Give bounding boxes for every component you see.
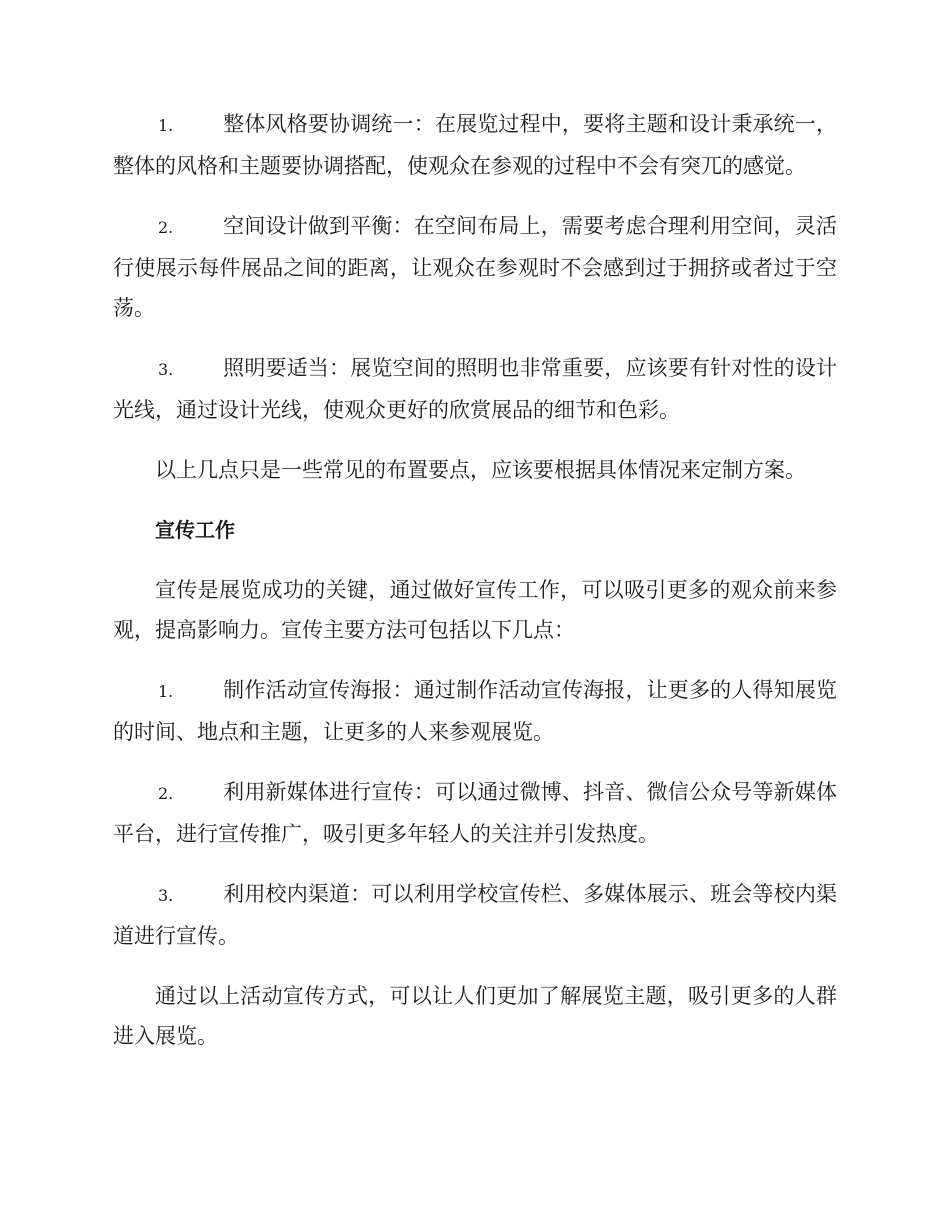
list-item-text: 制作活动宣传海报：通过制作活动宣传海报，让更多的人得知展览的时间、地点和主题，让更多的人来参观展览。 bbox=[113, 678, 837, 744]
list-item bbox=[113, 104, 837, 186]
list-item-number: 3. bbox=[158, 886, 174, 905]
list-item bbox=[113, 772, 837, 854]
list-item bbox=[113, 348, 837, 430]
intro-paragraph: 宣传是展览成功的关键，通过做好宣传工作，可以吸引更多的观众前来参观，提高影响力。宣传主要方法可包括以下几点： bbox=[113, 578, 837, 642]
list-item-number: 2. bbox=[158, 218, 174, 237]
list-item-number: 1. bbox=[158, 116, 174, 135]
list-item-text: 整体风格要协调统一：在展览过程中，要将主题和设计秉承统一，整体的风格和主题要协调搭配，使观众在参观的过程中不会有突兀的感觉。 bbox=[113, 112, 837, 178]
list-item-text: 照明要适当：展览空间的照明也非常重要，应该要有针对性的设计光线，通过设计光线，使观众更好的欣赏展品的细节和色彩。 bbox=[113, 356, 837, 422]
list-item-number: 2. bbox=[158, 784, 174, 803]
section-heading: 宣传工作 bbox=[155, 518, 235, 542]
list-item-text: 利用校内渠道：可以利用学校宣传栏、多媒体展示、班会等校内渠道进行宣传。 bbox=[113, 882, 837, 948]
list-item bbox=[113, 874, 837, 956]
list-item-text: 空间设计做到平衡：在空间布局上，需要考虑合理利用空间，灵活行使展示每件展品之间的距离，让观众在参观时不会感到过于拥挤或者过于空荡。 bbox=[113, 214, 837, 320]
list-item-number: 1. bbox=[158, 682, 174, 701]
summary-paragraph: 以上几点只是一些常见的布置要点，应该要根据具体情况来定制方案。 bbox=[155, 458, 806, 482]
list-item bbox=[113, 670, 837, 752]
list-item bbox=[113, 206, 837, 328]
list-item-text: 利用新媒体进行宣传：可以通过微博、抖音、微信公众号等新媒体平台，进行宣传推广，吸引更多年轻人的关注并引发热度。 bbox=[113, 780, 837, 846]
conclusion-paragraph: 通过以上活动宣传方式，可以让人们更加了解展览主题，吸引更多的人群进入展览。 bbox=[113, 984, 837, 1048]
document-body bbox=[113, 104, 837, 1076]
list-item-number: 3. bbox=[158, 360, 174, 379]
